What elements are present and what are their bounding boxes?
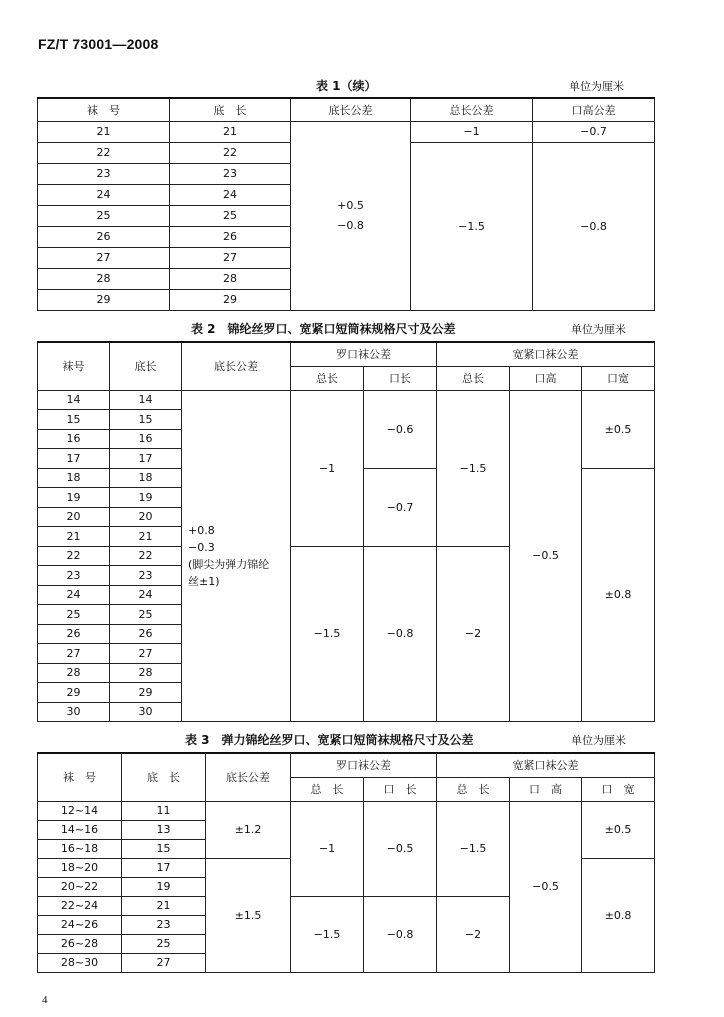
t2-rib-mouth-b: −0.7: [364, 468, 437, 546]
t2-header-rib-total: 总长: [291, 366, 364, 390]
t1-header-total-tol: 总长公差: [411, 98, 533, 121]
table-cell: 27: [38, 644, 110, 664]
table-cell: 23: [122, 915, 206, 934]
t2-header-elastic: 宽紧口袜公差: [437, 342, 655, 366]
table-cell: 26: [170, 226, 291, 247]
table-cell: 22~24: [38, 896, 122, 915]
table-cell: 17: [110, 449, 182, 469]
table-cell: 25: [38, 205, 170, 226]
t3-header-rib-mouth: 口 长: [364, 777, 437, 801]
table-cell: 25: [122, 934, 206, 953]
table-cell: 16~18: [38, 839, 122, 858]
t3-header-el-mouth-h: 口 高: [510, 777, 582, 801]
table-cell: 29: [110, 683, 182, 703]
t2-header-bottom-tol: 底长公差: [182, 342, 291, 390]
table3: [37, 752, 655, 973]
table-cell: 15: [122, 839, 206, 858]
table-cell: 11: [122, 801, 206, 820]
t3-el-mouth-w-a: ±0.5: [582, 801, 655, 858]
t3-bottom-tol-a: ±1.2: [206, 801, 291, 858]
t1-mouth-tol-rest: −0.8: [533, 142, 655, 310]
table-cell: 18: [38, 468, 110, 488]
table1: [37, 97, 655, 311]
table-cell: 28: [170, 268, 291, 289]
t3-header-rib-total: 总 长: [291, 777, 364, 801]
t2-el-total-a: −1.5: [437, 390, 510, 546]
table2-caption: 表 2 锦纶丝罗口、宽紧口短筒袜规格尺寸及公差: [191, 322, 456, 336]
table-cell: 21: [38, 121, 170, 142]
page-number: 4: [42, 994, 48, 1006]
table-cell: 21: [110, 527, 182, 547]
table3-unit: 单位为厘米: [571, 734, 626, 747]
table-cell: 21: [170, 121, 291, 142]
t1-header-bottom-tol: 底长公差: [291, 98, 411, 121]
t2-bottom-tol-value: +0.8 −0.3 (脚尖为弹力锦纶 丝±1): [182, 390, 291, 722]
table-cell: 22: [38, 546, 110, 566]
table-cell: 22: [170, 142, 291, 163]
t3-el-total-b: −2: [437, 896, 510, 972]
table-cell: 23: [38, 163, 170, 184]
table-cell: 24: [38, 184, 170, 205]
table-cell: 25: [38, 605, 110, 625]
t2-rib-mouth-a: −0.6: [364, 390, 437, 468]
table-cell: 14: [110, 390, 182, 410]
table-cell: 22: [110, 546, 182, 566]
table-cell: 14~16: [38, 820, 122, 839]
t3-rib-mouth-b: −0.8: [364, 896, 437, 972]
table-cell: 19: [122, 877, 206, 896]
table-cell: 19: [38, 488, 110, 508]
t3-header-rib: 罗口袜公差: [291, 753, 437, 777]
table-cell: 20~22: [38, 877, 122, 896]
table-cell: 23: [38, 566, 110, 586]
table-cell: 16: [38, 429, 110, 449]
table-cell: 15: [38, 410, 110, 430]
t3-el-mouth-w-b: ±0.8: [582, 858, 655, 972]
t3-header-bottom-len: 底 长: [122, 753, 206, 801]
t3-header-sock-no: 袜 号: [38, 753, 122, 801]
table-cell: 27: [170, 247, 291, 268]
table-cell: 18: [110, 468, 182, 488]
t1-bottom-tol-value: +0.5 −0.8: [291, 121, 411, 310]
table-cell: 28: [110, 663, 182, 683]
t3-header-el-mouth-w: 口 宽: [582, 777, 655, 801]
t3-el-mouth-h: −0.5: [510, 801, 582, 972]
t3-header-elastic: 宽紧口袜公差: [437, 753, 655, 777]
t2-el-mouth-w-b: ±0.8: [582, 468, 655, 722]
table-cell: 25: [110, 605, 182, 625]
t1-mouth-tol-first: −0.7: [533, 121, 655, 142]
table2: [37, 341, 655, 722]
table-cell: 21: [38, 527, 110, 547]
t1-total-tol-rest: −1.5: [411, 142, 533, 310]
table-cell: 20: [110, 507, 182, 527]
table-cell: 17: [38, 449, 110, 469]
table-cell: 26~28: [38, 934, 122, 953]
table-cell: 20: [38, 507, 110, 527]
t2-header-el-mouth-h: 口高: [510, 366, 582, 390]
t2-rib-total-b: −1.5: [291, 546, 364, 722]
table-cell: 30: [110, 702, 182, 722]
t3-el-total-a: −1.5: [437, 801, 510, 896]
table-cell: 26: [110, 624, 182, 644]
table-cell: 27: [110, 644, 182, 664]
table-cell: 28: [38, 663, 110, 683]
table-cell: 21: [122, 896, 206, 915]
t3-rib-total-b: −1.5: [291, 896, 364, 972]
table-cell: 28~30: [38, 953, 122, 972]
table1-unit: 单位为厘米: [569, 80, 624, 93]
t3-header-bottom-tol: 底长公差: [206, 753, 291, 801]
table-cell: 17: [122, 858, 206, 877]
table-cell: 16: [110, 429, 182, 449]
table-cell: 30: [38, 702, 110, 722]
t3-rib-mouth-a: −0.5: [364, 801, 437, 896]
t2-el-mouth-w-a: ±0.5: [582, 390, 655, 468]
table-cell: 14: [38, 390, 110, 410]
t1-total-tol-first: −1: [411, 121, 533, 142]
table-cell: 23: [170, 163, 291, 184]
t2-header-sock-no: 袜号: [38, 342, 110, 390]
table-cell: 28: [38, 268, 170, 289]
t2-header-el-mouth-w: 口宽: [582, 366, 655, 390]
table-cell: 29: [38, 289, 170, 310]
table-cell: 22: [38, 142, 170, 163]
t1-header-sock-no: 袜 号: [38, 98, 170, 121]
table-cell: 24: [170, 184, 291, 205]
table2-unit: 单位为厘米: [571, 323, 626, 336]
t2-header-rib: 罗口袜公差: [291, 342, 437, 366]
table-cell: 24: [110, 585, 182, 605]
table-cell: 23: [110, 566, 182, 586]
table-cell: 24: [38, 585, 110, 605]
t3-bottom-tol-b: ±1.5: [206, 858, 291, 972]
t1-header-bottom-len: 底 长: [170, 98, 291, 121]
table-cell: 29: [170, 289, 291, 310]
t2-rib-mouth-c: −0.8: [364, 546, 437, 722]
t1-header-mouth-tol: 口高公差: [533, 98, 655, 121]
table-cell: 13: [122, 820, 206, 839]
table-cell: 15: [110, 410, 182, 430]
table-cell: 12~14: [38, 801, 122, 820]
t2-rib-total-a: −1: [291, 390, 364, 546]
table1-caption: 表 1（续）: [316, 79, 377, 93]
table-cell: 27: [38, 247, 170, 268]
t3-header-el-total: 总 长: [437, 777, 510, 801]
t2-header-el-total: 总长: [437, 366, 510, 390]
table-cell: 24~26: [38, 915, 122, 934]
table-cell: 19: [110, 488, 182, 508]
t2-el-mouth-h: −0.5: [510, 390, 582, 722]
t2-header-rib-mouth: 口长: [364, 366, 437, 390]
standard-code: FZ/T 73001—2008: [38, 36, 159, 52]
table3-caption: 表 3 弹力锦纶丝罗口、宽紧口短筒袜规格尺寸及公差: [185, 733, 474, 747]
table-cell: 18~20: [38, 858, 122, 877]
table-cell: 26: [38, 624, 110, 644]
t2-el-total-b: −2: [437, 546, 510, 722]
table-cell: 25: [170, 205, 291, 226]
t2-header-bottom-len: 底长: [110, 342, 182, 390]
table-cell: 29: [38, 683, 110, 703]
table-cell: 27: [122, 953, 206, 972]
t3-rib-total-a: −1: [291, 801, 364, 896]
table-cell: 26: [38, 226, 170, 247]
